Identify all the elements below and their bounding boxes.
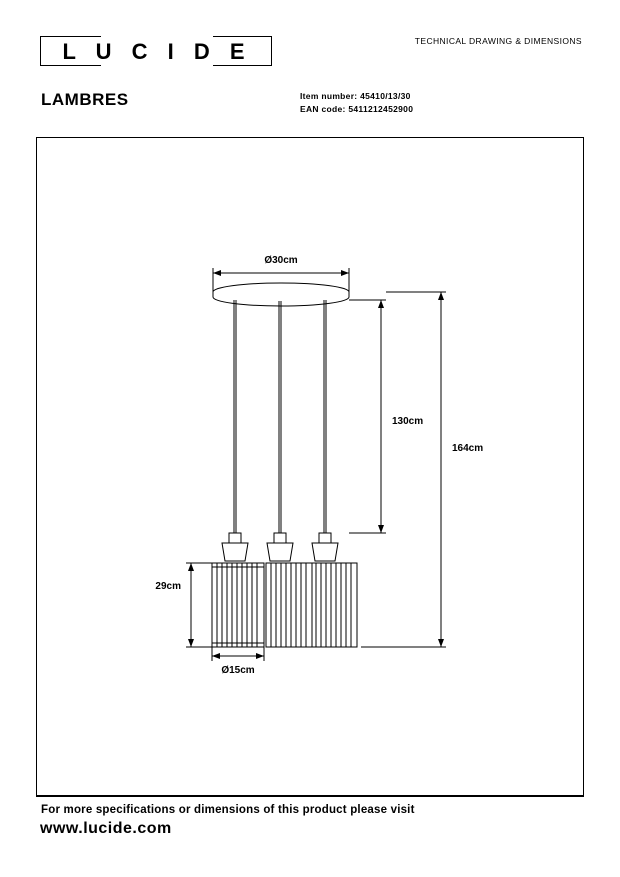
brand-logo — [40, 36, 272, 66]
footer-text: For more specifications or dimensions of this product please visit — [41, 804, 415, 816]
item-number-line: Item number: 45410/13/30 — [300, 91, 411, 101]
dimension-total-height: 164cm — [452, 443, 484, 454]
dimension-shade-diameter: Ø15cm — [221, 665, 255, 676]
technical-drawing — [36, 137, 584, 796]
brand-logo-text: L U C I D E — [62, 39, 252, 64]
product-identifiers — [300, 90, 413, 116]
page-title: LAMBRES — [41, 90, 129, 109]
dimension-drop-length: 130cm — [392, 416, 424, 427]
ean-code-line: EAN code: 5411212452900 — [300, 104, 414, 114]
dimension-shade-height: 29cm — [155, 581, 181, 592]
document-type-title: TECHNICAL DRAWING & DIMENSIONS — [414, 36, 582, 46]
dimension-canopy-diameter: Ø30cm — [264, 255, 298, 266]
footer-website-link[interactable]: www.lucide.com — [40, 820, 172, 837]
footer-divider — [36, 796, 584, 797]
